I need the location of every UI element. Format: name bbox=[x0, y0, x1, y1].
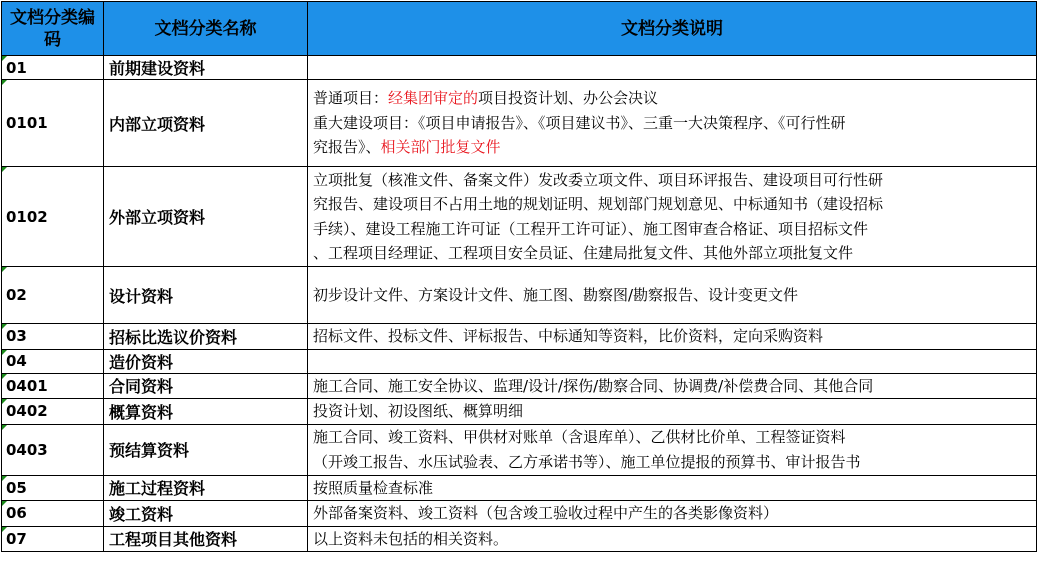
description-text: 究报告》、 bbox=[313, 138, 381, 157]
description-line bbox=[313, 476, 1034, 501]
row-description[interactable] bbox=[308, 526, 1037, 552]
row-code[interactable]: 0403 bbox=[2, 424, 104, 475]
description-text: 投资计划、初设图纸、概算明细 bbox=[313, 402, 524, 420]
description-line bbox=[313, 135, 1034, 160]
description-text: 普通项目： bbox=[313, 89, 389, 108]
description-text: 施工合同、竣工资料、甲供材对账单（含退库单）、乙供材比价单、工程签证资料 bbox=[313, 428, 846, 446]
row-name[interactable]: 内部立项资料 bbox=[104, 80, 308, 167]
table-row bbox=[2, 373, 1037, 399]
row-name[interactable]: 预结算资料 bbox=[104, 424, 308, 475]
row-code[interactable]: 0402 bbox=[2, 399, 104, 425]
row-name[interactable]: 造价资料 bbox=[104, 349, 308, 373]
description-text: 初步设计文件、方案设计文件、施工图、勘察图/勘察报告、设计变更文件 bbox=[313, 285, 799, 304]
description-text: 重大建设项目：《项目申请报告》、《项目建议书》、三重一大决策程序、《可行性研 bbox=[313, 113, 846, 132]
description-text: 施工合同、施工安全协议、监理/设计/探伤/勘察合同、协调费/补偿费合同、其他合同 bbox=[313, 376, 874, 395]
description-line bbox=[313, 283, 1034, 308]
description-text: 招标文件、投标文件、评标报告、中标通知等资料，比价资料，定向采购资料 bbox=[313, 327, 824, 345]
description-text: 按照质量检查标准 bbox=[313, 478, 434, 497]
row-name[interactable]: 外部立项资料 bbox=[104, 167, 308, 267]
description-line bbox=[313, 425, 1034, 450]
header-code: 文档分类编码 bbox=[2, 2, 104, 56]
header-name: 文档分类名称 bbox=[104, 2, 308, 56]
row-code[interactable]: 03 bbox=[2, 324, 104, 350]
row-name[interactable]: 设计资料 bbox=[104, 267, 308, 324]
table-row bbox=[2, 349, 1037, 373]
header-row bbox=[2, 2, 1037, 56]
description-line bbox=[313, 241, 1034, 266]
description-line bbox=[313, 527, 1034, 552]
row-description[interactable] bbox=[308, 475, 1037, 501]
table-row bbox=[2, 267, 1037, 324]
table-row bbox=[2, 424, 1037, 475]
row-description[interactable] bbox=[308, 399, 1037, 425]
description-line bbox=[313, 324, 1034, 349]
description-text: 、工程项目经理证、工程项目安全员证、住建局批复文件、其他外部立项批复文件 bbox=[313, 244, 854, 262]
row-code[interactable]: 02 bbox=[2, 267, 104, 324]
row-description[interactable] bbox=[308, 56, 1037, 80]
description-text: 手续）、建设工程施工许可证（工程开工许可证）、施工图审查合格证、项目招标文件 bbox=[313, 219, 869, 238]
row-code[interactable]: 0401 bbox=[2, 373, 104, 399]
description-line bbox=[313, 86, 1034, 111]
row-name[interactable]: 合同资料 bbox=[104, 373, 308, 399]
description-line bbox=[313, 192, 1034, 217]
row-code[interactable]: 05 bbox=[2, 475, 104, 501]
row-name[interactable]: 前期建设资料 bbox=[104, 56, 308, 80]
table-row bbox=[2, 167, 1037, 267]
row-code[interactable]: 04 bbox=[2, 349, 104, 373]
table-row bbox=[2, 80, 1037, 167]
row-name[interactable]: 施工过程资料 bbox=[104, 475, 308, 501]
table-row bbox=[2, 56, 1037, 80]
row-description[interactable] bbox=[308, 501, 1037, 527]
description-text: （开竣工报告、水压试验表、乙方承诺书等）、施工单位提报的预算书、审计报告书 bbox=[313, 452, 861, 471]
description-text: 立项批复（核准文件、备案文件）发改委立项文件、项目环评报告、建设项目可行性研 bbox=[313, 170, 884, 189]
table-row bbox=[2, 501, 1037, 527]
header-desc: 文档分类说明 bbox=[308, 2, 1037, 56]
description-line bbox=[313, 450, 1034, 475]
highlighted-text: 经集团审定的 bbox=[388, 89, 479, 108]
description-line bbox=[313, 399, 1034, 424]
row-description[interactable] bbox=[308, 373, 1037, 399]
row-name[interactable]: 概算资料 bbox=[104, 399, 308, 425]
table-row bbox=[2, 526, 1037, 552]
row-description[interactable] bbox=[308, 424, 1037, 475]
highlighted-text: 相关部门批复文件 bbox=[380, 138, 501, 157]
row-code[interactable]: 06 bbox=[2, 501, 104, 527]
row-name[interactable]: 招标比选议价资料 bbox=[104, 324, 308, 350]
row-description[interactable] bbox=[308, 324, 1037, 350]
row-description[interactable] bbox=[308, 80, 1037, 167]
row-code[interactable]: 0101 bbox=[2, 80, 104, 167]
description-text: 外部备案资料、竣工资料（包含竣工验收过程中产生的各类影像资料） bbox=[313, 504, 779, 522]
row-description[interactable] bbox=[308, 349, 1037, 373]
description-line bbox=[313, 217, 1034, 242]
description-line bbox=[313, 168, 1034, 193]
row-description[interactable] bbox=[308, 267, 1037, 324]
row-code[interactable]: 07 bbox=[2, 526, 104, 552]
row-description[interactable] bbox=[308, 167, 1037, 267]
row-code[interactable]: 01 bbox=[2, 56, 104, 80]
table-row bbox=[2, 324, 1037, 350]
table-body bbox=[2, 56, 1037, 552]
description-text: 项目投资计划、办公会决议 bbox=[478, 89, 659, 108]
description-line bbox=[313, 374, 1034, 399]
table-row bbox=[2, 399, 1037, 425]
description-text: 究报告、建设项目不占用土地的规划证明、规划部门规划意见、中标通知书（建设招标 bbox=[313, 195, 884, 213]
document-classification-table bbox=[1, 1, 1037, 552]
row-name[interactable]: 工程项目其他资料 bbox=[104, 526, 308, 552]
table-row bbox=[2, 475, 1037, 501]
row-name[interactable]: 竣工资料 bbox=[104, 501, 308, 527]
description-text: 以上资料未包括的相关资料。 bbox=[313, 529, 509, 548]
row-code[interactable]: 0102 bbox=[2, 167, 104, 267]
description-line bbox=[313, 111, 1034, 136]
description-line bbox=[313, 501, 1034, 526]
